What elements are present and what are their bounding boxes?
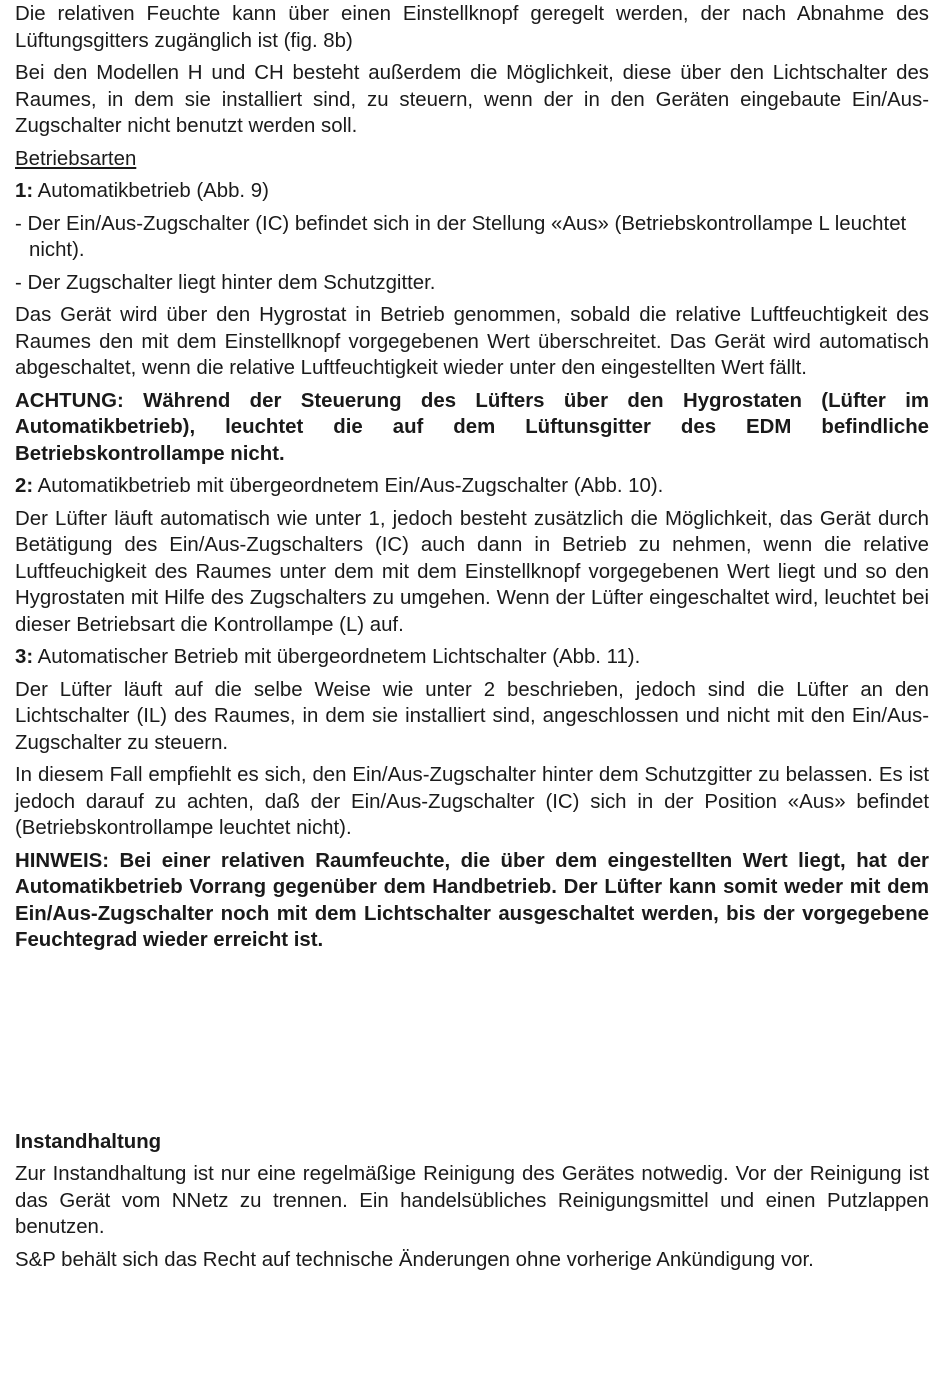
document-page (0, 1, 950, 1393)
mode-3-paragraph: Der Lüfter läuft auf die selbe Weise wie unter 2 beschrieben, jedoch sind die Lüfter an den Lichtschalter (IL) des Raumes, in dem sie installiert sind, angeschlossen und nicht mit den Ein/Aus-Zugschalter zu steuern. (15, 678, 929, 754)
blank-space (15, 960, 929, 1129)
intro-paragraph: Die relativen Feuchte kann über einen Einstellknopf geregelt werden, der nach Abnahme des Lüftungsgitters zugänglich ist (fig. 8b) (15, 3, 929, 52)
instandhaltung-heading: Instandhaltung (15, 1130, 162, 1153)
switch-position-paragraph: In diesem Fall empfiehlt es sich, den Ein/Aus-Zugschalter hinter dem Schutzgitter zu belassen. Es ist jedoch darauf zu achten, daß der Ein/Aus-Zugschalter (IC) sich in der Position «Aus» befindet (Betriebskontrollampe leuchtet nicht). (15, 764, 929, 839)
maintenance-paragraph: Zur Instandhaltung ist nur eine regelmäßige Reinigung des Gerätes notwedig. Vor der Reinigung ist das Gerät vom NNetz zu trennen. Ein handelsübliches Reinigungsmittel und einen Putzlappen benutzen. (15, 1163, 929, 1238)
betriebsarten-heading-text: Betriebsarten (15, 147, 137, 170)
models-paragraph: Bei den Modellen H und CH besteht außerdem die Möglichkeit, diese über den Lichtschalter des Raumes, in dem sie installiert sind, zu steuern, wenn der in den Geräten eingebaute Ein/Aus-Zugschalter nicht benutzt werden soll. (15, 62, 929, 137)
mode-1-bullet-1: - Der Ein/Aus-Zugschalter (IC) befindet sich in der Stellung «Aus» (Betriebskontrollampe L leuchtet nicht). (15, 212, 907, 261)
mode-2-number: 2: (15, 475, 34, 497)
mode-3-text: Automatischer Betrieb mit übergeordnetem Lichtschalter (Abb. 11). (33, 646, 641, 668)
mode-2-line (15, 473, 929, 500)
hinweis-note: HINWEIS: Bei einer relativen Raumfeuchte, die über dem eingestellten Wert liegt, hat der Automatikbetrieb Vorrang gegenüber dem Handbetrieb. Der Lüfter kann somit weder mit dem Ein/Aus-Zugschalter noch mit dem Lichtschalter ausgeschaltet werden, bis der vorgegebene Feuchtegrad wieder erreicht ist. (15, 849, 929, 951)
mode-2-paragraph: Der Lüfter läuft automatisch wie unter 1, jedoch besteht zusätzlich die Möglichkeit, das Gerät durch Betätigung des Ein/Aus-Zugschalters (IC) auch dann in Betrieb zu nehmen, wenn die relative Luftfeuchigkeit des Raumes unter dem mit dem Einstellknopf vorgegebenen Wert liegt und so den Hygrostaten mit Hilfe des Zugschalters zu umgehen. Wenn der Lüfter eingeschaltet wird, leuchtet bei dieser Betriebsart die Kontrollampe (L) auf. (15, 507, 929, 636)
mode-2-text: Automatikbetrieb mit übergeordnetem Ein/Aus-Zugschalter (Abb. 10). (33, 475, 664, 497)
achtung-warning: ACHTUNG: Während der Steuerung des Lüfters über den Hygrostaten (Lüfter im Automatikbetrieb), leuchtet die auf dem Lüftunsgitter des EDM befindliche Betriebskontrollampe nicht. (15, 389, 929, 465)
hygrostat-paragraph: Das Gerät wird über den Hygrostat in Betrieb genommen, sobald die relative Luftfeuchtigkeit des Raumes den mit dem Einstellknopf vorgegebenen Wert überschreitet. Das Gerät wird automatisch abgeschaltet, wenn die relative Luftfeuchtigkeit wieder unter den eingestellten Wert fällt. (15, 304, 929, 379)
mode-1-text: Automatikbetrieb (Abb. 9) (33, 180, 269, 202)
betriebsarten-heading (15, 146, 929, 173)
mode-3-line (15, 644, 929, 671)
mode-1-number: 1: (15, 180, 34, 202)
disclaimer-paragraph: S&P behält sich das Recht auf technische Änderungen ohne vorherige Ankündigung vor. (15, 1248, 814, 1271)
mode-1-line (15, 178, 929, 205)
mode-3-number: 3: (15, 646, 34, 668)
mode-1-bullet-2: - Der Zugschalter liegt hinter dem Schutzgitter. (15, 271, 436, 294)
